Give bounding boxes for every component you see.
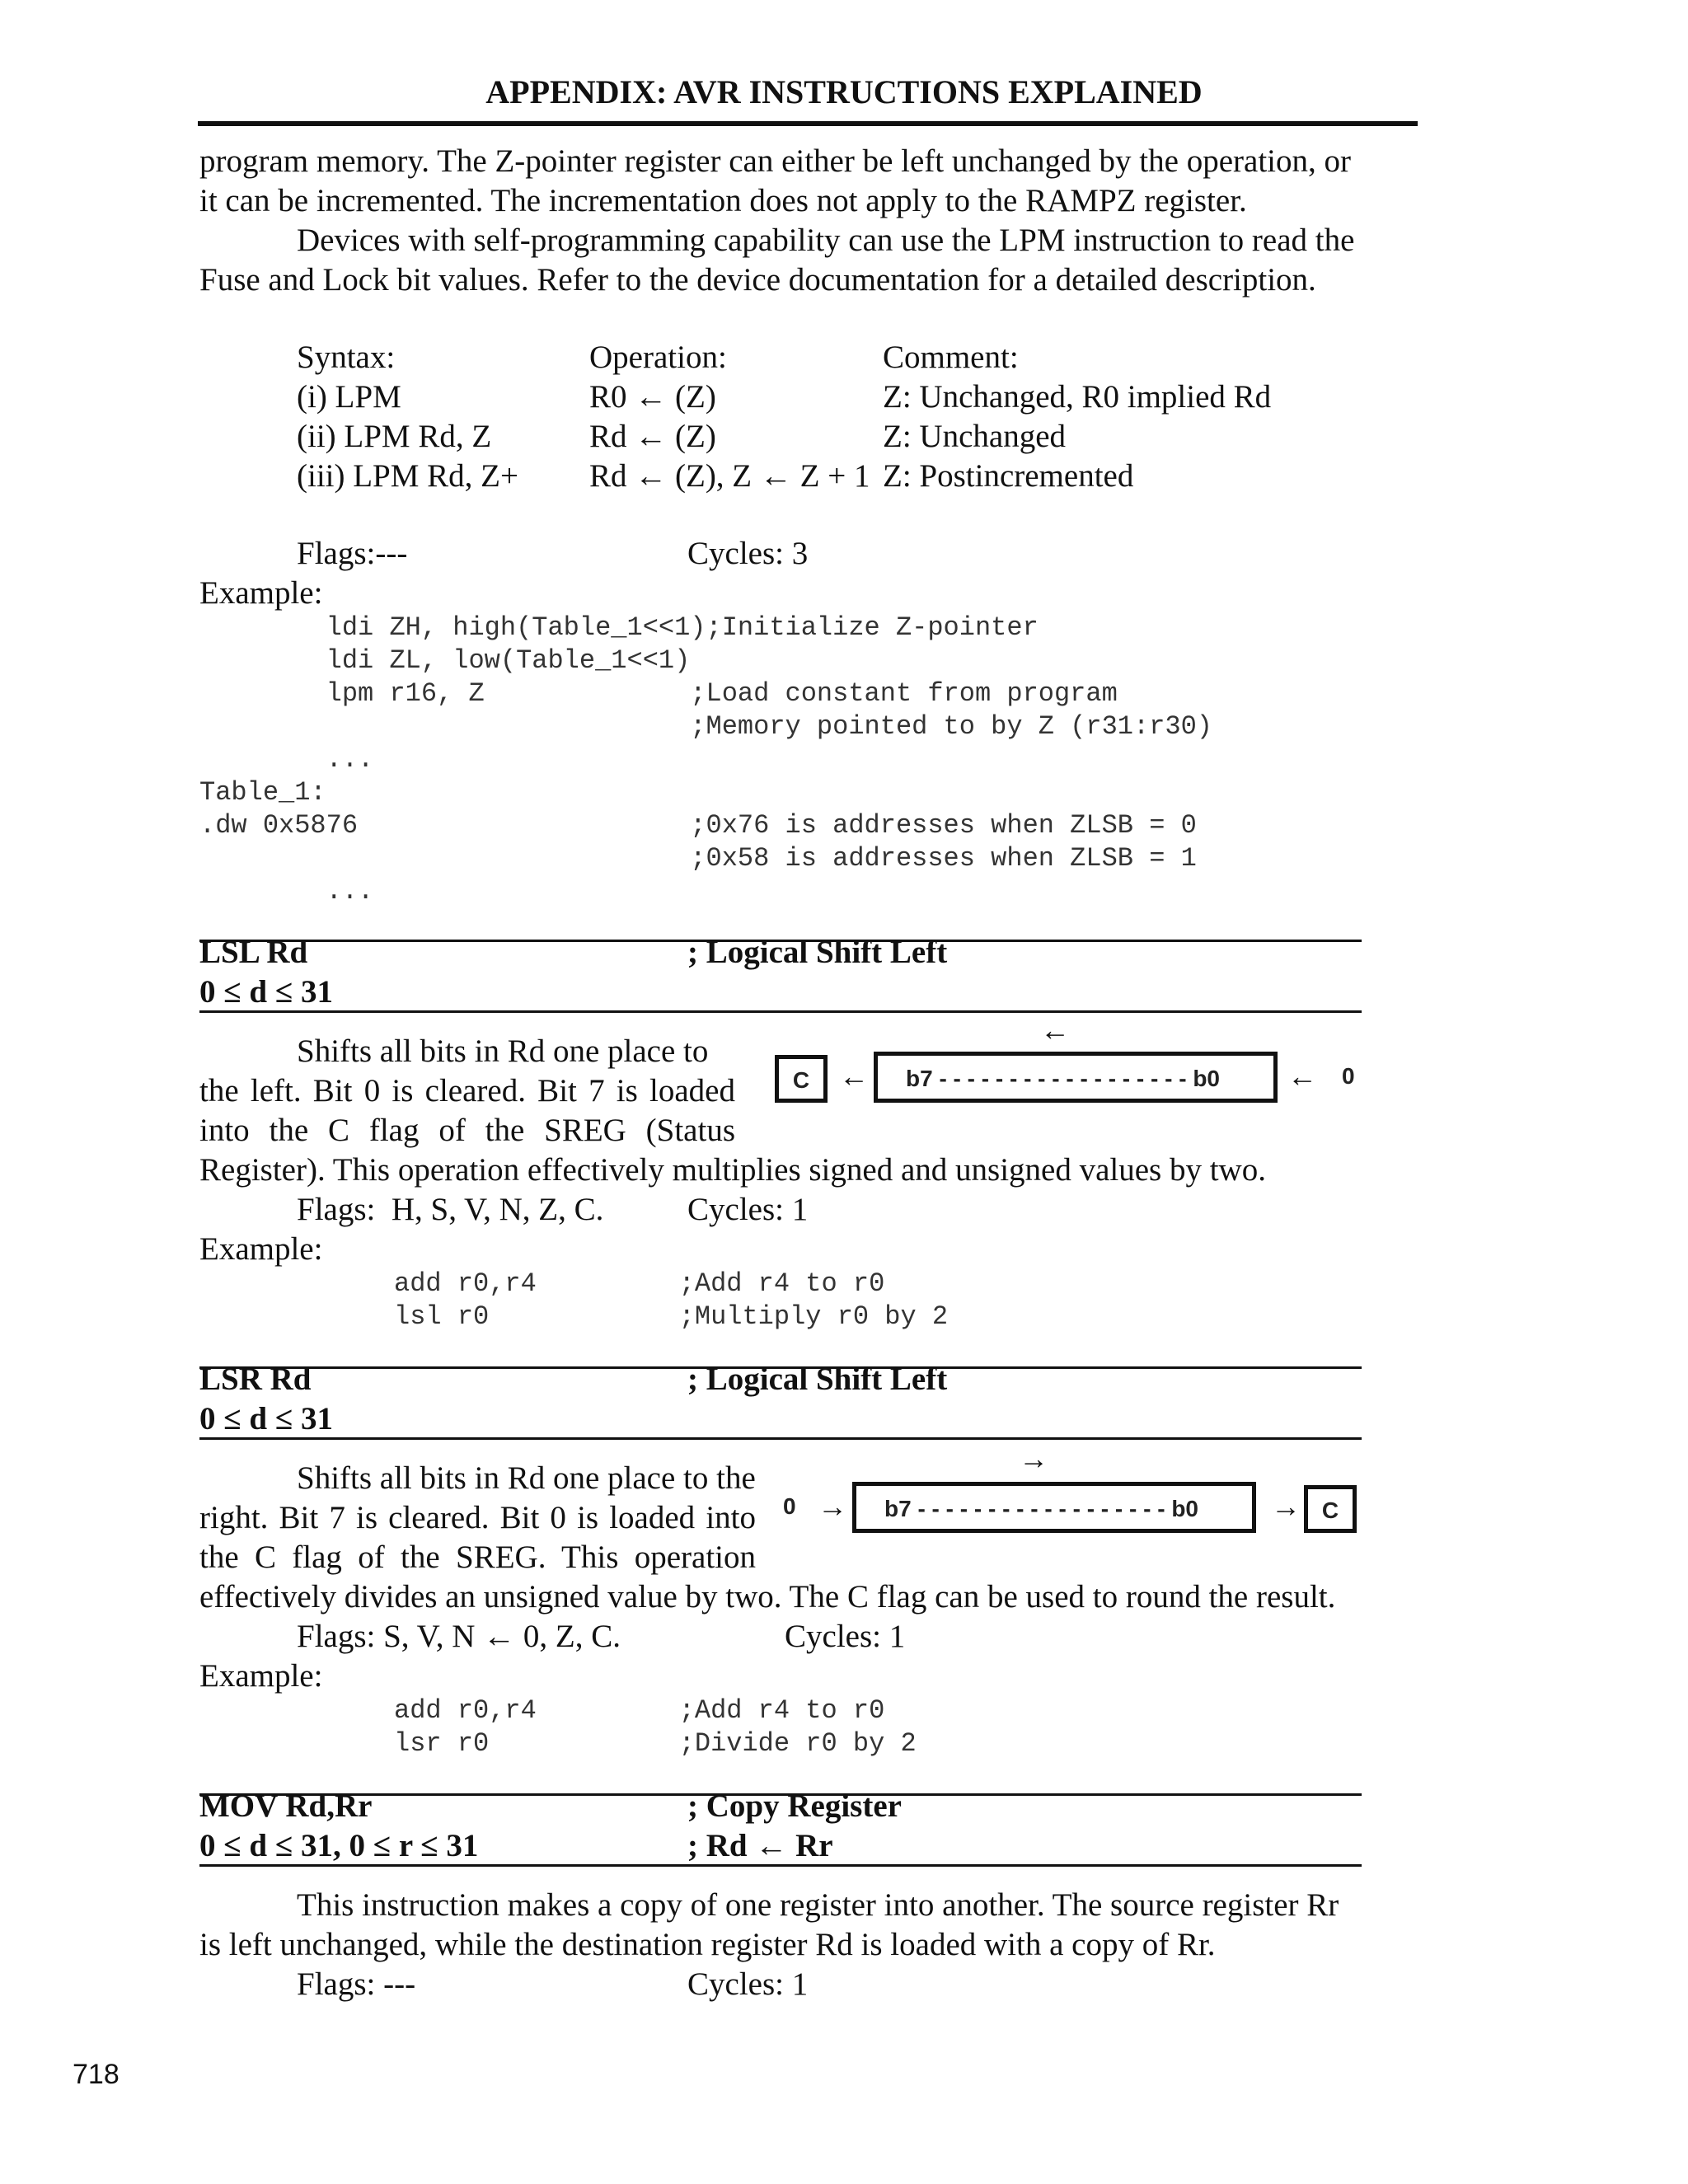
- lsr-title: ; Logical Shift Left: [687, 1361, 948, 1397]
- lsr-desc-line-2: right. Bit 7 is cleared. Bit 0 is loaded into: [199, 1500, 756, 1535]
- lsl-desc-line-2: the left. Bit 0 is cleared. Bit 7 is loaded: [199, 1073, 735, 1108]
- mov-operation: ; Rd ← Rr: [687, 1828, 833, 1863]
- operation-cell: Rd ← (Z): [589, 419, 716, 454]
- lsr-bottom-rule: [199, 1437, 1362, 1440]
- lsl-mnemonic: LSL Rd: [199, 935, 308, 970]
- code-line: lsl r0 ;Multiply r0 by 2: [394, 1301, 949, 1332]
- mov-mnemonic: MOV Rd,Rr: [199, 1788, 373, 1824]
- lsl-title: ; Logical Shift Left: [687, 935, 948, 970]
- carry-flag-label: C: [792, 1067, 810, 1093]
- lpm-intro-line-2: it can be incremented. The incrementation does not apply to the RAMPZ register.: [199, 183, 1247, 218]
- mov-desc-line-2: is left unchanged, while the destination register Rd is loaded with a copy of Rr.: [199, 1927, 1216, 1962]
- register-box: [874, 1052, 1278, 1103]
- lsr-desc-line-1: Shifts all bits in Rd one place to the: [297, 1460, 756, 1496]
- lsr-flags: Flags: S, V, N ← 0, Z, C.: [297, 1619, 621, 1654]
- register-bits-label: b7 - - - - - - - - - - - - - - - - - - b0: [906, 1066, 1220, 1091]
- mov-cycles: Cycles: 1: [687, 1966, 809, 2002]
- lpm-example-label: Example:: [199, 575, 323, 611]
- mov-flags: Flags: ---: [297, 1966, 416, 2002]
- shift-in-value: 0: [783, 1493, 796, 1519]
- operation-header: Operation:: [589, 340, 727, 375]
- shift-direction-arrow: ←: [1040, 1014, 1070, 1047]
- syntax-cell: (iii) LPM Rd, Z+: [297, 458, 519, 494]
- lsl-bottom-rule: [199, 1010, 1362, 1013]
- shift-direction-arrow: →: [1019, 1442, 1048, 1475]
- operation-cell: R0 ← (Z): [589, 379, 716, 415]
- lsr-example-label: Example:: [199, 1658, 323, 1694]
- lpm-intro-line-4: Fuse and Lock bit values. Refer to the device documentation for a detailed description.: [199, 262, 1316, 298]
- comment-cell: Z: Postincremented: [883, 458, 1134, 494]
- register-bits-label: b7 - - - - - - - - - - - - - - - - - - b0: [884, 1496, 1198, 1521]
- code-line: ;Memory pointed to by Z (r31:r30): [199, 711, 1212, 742]
- lsl-example-label: Example:: [199, 1231, 323, 1267]
- code-line: add r0,r4 ;Add r4 to r0: [394, 1268, 885, 1299]
- comment-cell: Z: Unchanged, R0 implied Rd: [883, 379, 1272, 415]
- code-line: ;0x58 is addresses when ZLSB = 1: [199, 843, 1197, 874]
- lpm-flags: Flags:---: [297, 536, 408, 571]
- lsl-range: 0 ≤ d ≤ 31: [199, 974, 333, 1010]
- left-arrow-icon: ←: [839, 1060, 869, 1093]
- carry-flag-box: [1304, 1485, 1357, 1533]
- code-line: ...: [199, 744, 374, 775]
- lsl-desc-line-4: Register). This operation effectively multiplies signed and unsigned values by two.: [199, 1152, 1266, 1188]
- header-rule: [198, 121, 1418, 126]
- lsr-cycles: Cycles: 1: [785, 1619, 906, 1654]
- lsr-desc-line-3: the C flag of the SREG. This operation: [199, 1540, 756, 1575]
- lpm-intro-line-1: program memory. The Z-pointer register can either be left unchanged by the operation, or: [199, 143, 1351, 179]
- page-number: 718: [73, 2059, 120, 2090]
- lsl-flags: Flags: H, S, V, N, Z, C.: [297, 1192, 604, 1227]
- lsr-mnemonic: LSR Rd: [199, 1361, 312, 1397]
- shift-in-value: 0: [1342, 1063, 1355, 1089]
- mov-bottom-rule: [199, 1864, 1362, 1867]
- mov-desc-line-1: This instruction makes a copy of one register into another. The source register Rr: [297, 1887, 1339, 1923]
- code-line: ...: [199, 876, 374, 907]
- mov-title: ; Copy Register: [687, 1788, 902, 1824]
- lsl-desc-line-3: into the C flag of the SREG (Status: [199, 1113, 735, 1148]
- right-arrow-icon: →: [1271, 1490, 1301, 1523]
- lpm-cycles: Cycles: 3: [687, 536, 809, 571]
- left-arrow-icon: ←: [1287, 1060, 1317, 1093]
- page-header-title: APPENDIX: AVR INSTRUCTIONS EXPLAINED: [485, 73, 1203, 110]
- lsr-desc-line-4: effectively divides an unsigned value by two. The C flag can be used to round the result.: [199, 1579, 1336, 1615]
- carry-flag-box: [775, 1055, 828, 1103]
- syntax-header: Syntax:: [297, 340, 396, 375]
- code-line: ldi ZL, low(Table_1<<1): [199, 645, 691, 676]
- lsl-cycles: Cycles: 1: [687, 1192, 809, 1227]
- comment-header: Comment:: [883, 340, 1019, 375]
- carry-flag-label: C: [1321, 1497, 1339, 1523]
- operation-cell: Rd ← (Z), Z ← Z + 1: [589, 458, 870, 494]
- lsl-desc-line-1: Shifts all bits in Rd one place to: [297, 1033, 709, 1069]
- code-line: add r0,r4 ;Add r4 to r0: [394, 1695, 885, 1726]
- syntax-cell: (i) LPM: [297, 379, 401, 415]
- lpm-intro-line-3: Devices with self-programming capability can use the LPM instruction to read the: [297, 223, 1355, 258]
- code-line: lsr r0 ;Divide r0 by 2: [394, 1728, 917, 1759]
- mov-range: 0 ≤ d ≤ 31, 0 ≤ r ≤ 31: [199, 1828, 479, 1863]
- code-line: lpm r16, Z ;Load constant from program: [199, 678, 1118, 709]
- lsr-range: 0 ≤ d ≤ 31: [199, 1401, 333, 1436]
- code-line: ldi ZH, high(Table_1<<1);Initialize Z-pointer: [199, 612, 1039, 643]
- code-line: Table_1:: [199, 777, 326, 808]
- syntax-cell: (ii) LPM Rd, Z: [297, 419, 492, 454]
- code-line: .dw 0x5876 ;0x76 is addresses when ZLSB = 0: [199, 810, 1197, 841]
- comment-cell: Z: Unchanged: [883, 419, 1067, 454]
- right-arrow-icon: →: [818, 1490, 847, 1523]
- register-box: [852, 1482, 1256, 1533]
